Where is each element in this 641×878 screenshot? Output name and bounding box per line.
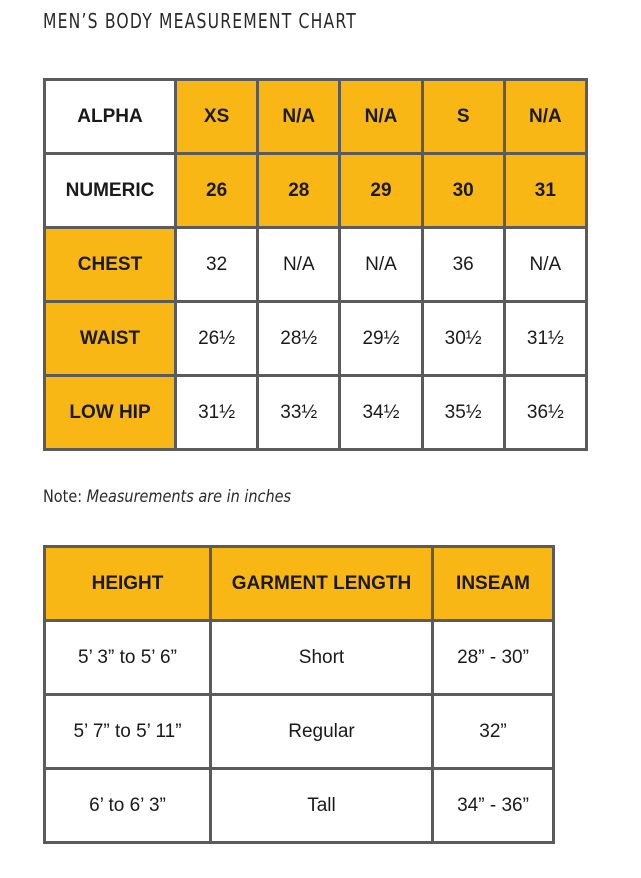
table-cell: 26½ bbox=[176, 302, 258, 376]
row-header-waist: WAIST bbox=[45, 302, 176, 376]
table-cell: N/A bbox=[258, 228, 340, 302]
table-cell: Regular bbox=[211, 695, 433, 769]
table-cell: Tall bbox=[211, 769, 433, 843]
row-header-low-hip: LOW HIP bbox=[45, 376, 176, 450]
table-row bbox=[45, 80, 587, 154]
table-cell: 5’ 3” to 5’ 6” bbox=[45, 621, 211, 695]
table-cell: 34½ bbox=[340, 376, 422, 450]
length-chart-table bbox=[43, 545, 555, 844]
table-cell: N/A bbox=[340, 228, 422, 302]
row-header-numeric: NUMERIC bbox=[45, 154, 176, 228]
note-label: Note: bbox=[43, 487, 83, 507]
note-text: Measurements are in inches bbox=[86, 487, 292, 507]
column-header-height: HEIGHT bbox=[45, 547, 211, 621]
table-cell: 32 bbox=[176, 228, 258, 302]
table-row bbox=[45, 621, 554, 695]
table-cell: 36½ bbox=[504, 376, 586, 450]
table-cell: 29½ bbox=[340, 302, 422, 376]
table-cell: 35½ bbox=[422, 376, 504, 450]
table-cell: 28½ bbox=[258, 302, 340, 376]
row-header-alpha: ALPHA bbox=[45, 80, 176, 154]
table-cell: 34” - 36” bbox=[433, 769, 554, 843]
row-header-chest: CHEST bbox=[45, 228, 176, 302]
table-cell: 31½ bbox=[176, 376, 258, 450]
table-cell: Short bbox=[211, 621, 433, 695]
table-cell: 5’ 7” to 5’ 11” bbox=[45, 695, 211, 769]
table-cell: 30 bbox=[422, 154, 504, 228]
table-cell: 32” bbox=[433, 695, 554, 769]
table-cell: 31½ bbox=[504, 302, 586, 376]
table-row bbox=[45, 769, 554, 843]
table-row bbox=[45, 695, 554, 769]
table-cell: N/A bbox=[504, 80, 586, 154]
size-chart-table bbox=[43, 78, 588, 451]
column-header-garment-length: GARMENT LENGTH bbox=[211, 547, 433, 621]
table-row bbox=[45, 154, 587, 228]
table-cell: N/A bbox=[340, 80, 422, 154]
note bbox=[43, 487, 291, 507]
table-cell: 26 bbox=[176, 154, 258, 228]
table-cell: 28 bbox=[258, 154, 340, 228]
table-row bbox=[45, 228, 587, 302]
table-cell: N/A bbox=[258, 80, 340, 154]
table-cell: 6’ to 6’ 3” bbox=[45, 769, 211, 843]
page-title: MEN’S BODY MEASUREMENT CHART bbox=[43, 9, 357, 33]
table-cell: XS bbox=[176, 80, 258, 154]
table-header-row bbox=[45, 547, 554, 621]
table-cell: S bbox=[422, 80, 504, 154]
table-row bbox=[45, 302, 587, 376]
table-row bbox=[45, 376, 587, 450]
column-header-inseam: INSEAM bbox=[433, 547, 554, 621]
table-cell: 31 bbox=[504, 154, 586, 228]
table-cell: 30½ bbox=[422, 302, 504, 376]
table-cell: N/A bbox=[504, 228, 586, 302]
table-cell: 33½ bbox=[258, 376, 340, 450]
table-cell: 29 bbox=[340, 154, 422, 228]
table-cell: 28” - 30” bbox=[433, 621, 554, 695]
table-cell: 36 bbox=[422, 228, 504, 302]
